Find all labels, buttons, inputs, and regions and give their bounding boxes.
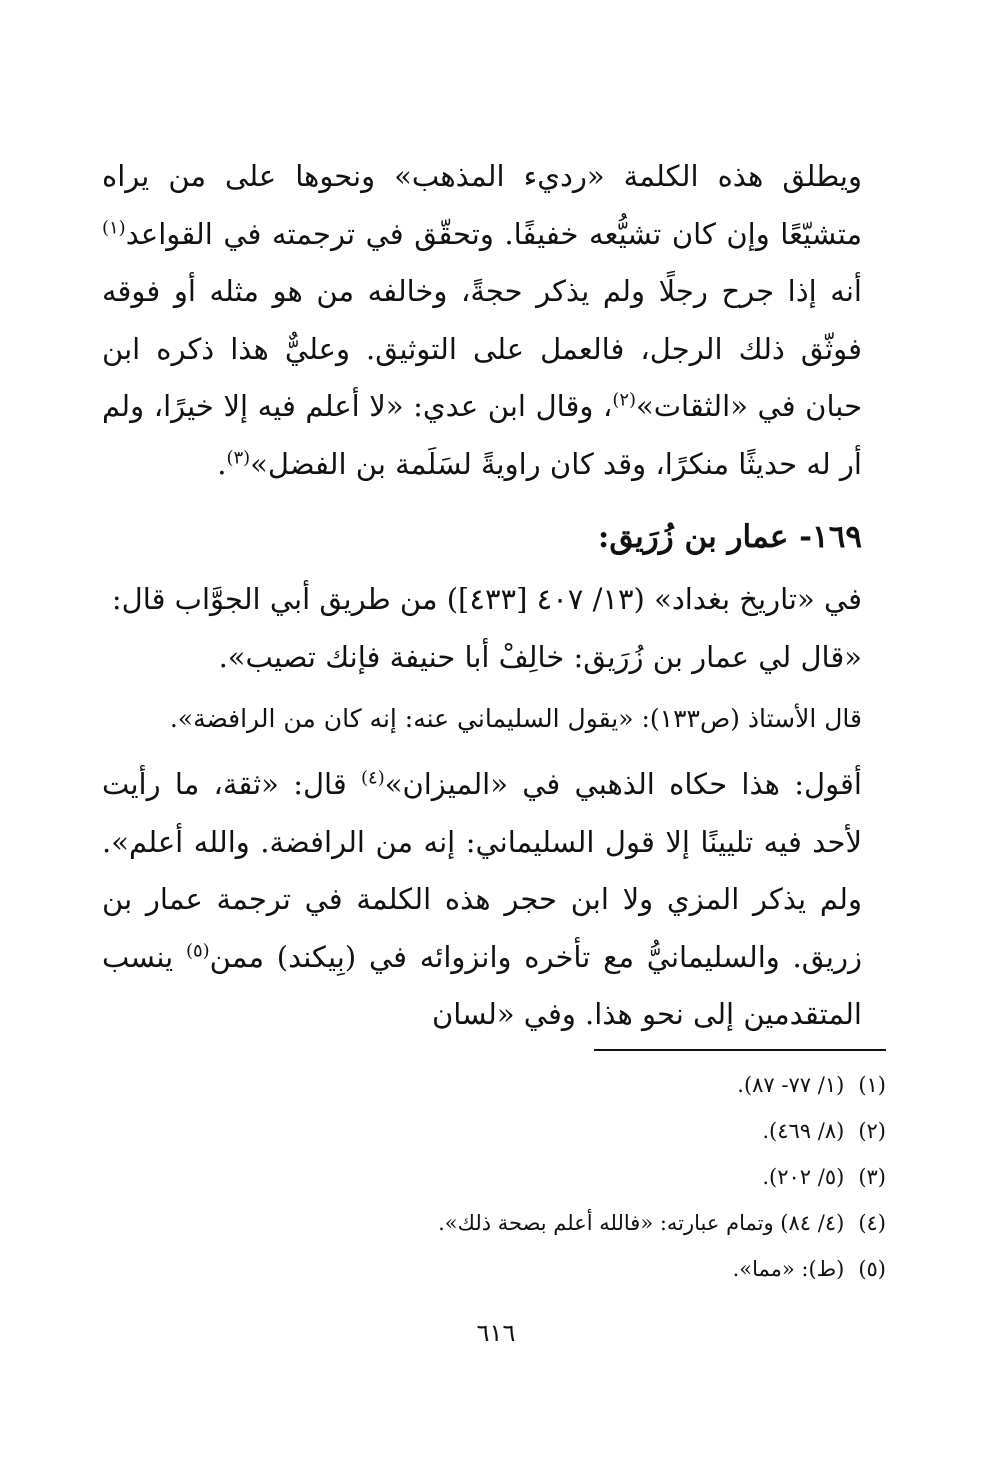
footnote-2-number: (٢) [858, 1119, 886, 1143]
paragraph-2-line-1: في «تاريخ بغداد» (١٣/ ٤٠٧ [٤٣٣]) من طريق أبي الجوَّاب قال: [111, 582, 862, 616]
paragraph-4 [102, 756, 862, 1044]
footnote-2-text: (٨/ ٤٦٩). [762, 1119, 845, 1143]
footnote-3-text: (٥/ ٢٠٢). [762, 1165, 845, 1189]
footnote-ref-2[interactable]: (٢) [612, 389, 636, 411]
footnote-1 [106, 1062, 886, 1108]
paragraph-1-text-b: أنه إذا جرح رجلًا ولم يذكر حجةً، وخالفه من هو مثله أو فوقه فوثّق ذلك الرجل، فالعمل على التوثيق. وعليٌّ هذا ذكره ابن حبان في «الثقات» [102, 274, 862, 423]
footnote-5-number: (٥) [858, 1257, 886, 1281]
main-text [102, 148, 862, 1044]
footnote-1-number: (١) [858, 1073, 886, 1097]
paragraph-1-text-d: . [217, 446, 227, 481]
paragraph-2-line-2: «قال لي عمار بن زُرَيق: خالِفْ أبا حنيفة فإنك تصيب». [218, 639, 862, 674]
paragraph-1 [102, 148, 862, 493]
footnotes [106, 1062, 886, 1292]
footnote-3 [106, 1154, 886, 1200]
quoted-claim: قال الأستاذ (ص١٣٣): «يقول السليماني عنه: إنه كان من الرافضة». [169, 704, 862, 733]
entry-heading: ١٦٩- عمار بن زُرَيق: [597, 519, 862, 555]
paragraph-4-text-a: أقول: هذا حكاه الذهبي في «الميزان» [384, 767, 862, 801]
paragraph-2 [102, 571, 862, 686]
footnote-ref-5[interactable]: (٥) [185, 939, 210, 961]
footnote-1-text: (١/ ٧٧- ٨٧). [737, 1073, 845, 1097]
footnote-2 [106, 1108, 886, 1154]
footnote-ref-3[interactable]: (٣) [226, 446, 251, 468]
footnote-ref-4[interactable]: (٤) [361, 767, 385, 789]
paragraph-1-text-a: ويطلق هذه الكلمة «رديء المذهب» ونحوها على من يراه متشيّعًا وإن كان تشيُّعه خفيفًا. وتحقّق في ترجمته في القواعد [102, 159, 862, 251]
page-number: ٦١٦ [476, 1319, 516, 1347]
paragraph-4-text-b: قال: «ثقة، ما رأيت لأحد فيه تليينًا إلا قول السليماني: إنه من الرافضة. والله أعلم». ولم يذكر المزي ولا ابن حجر هذه الكلمة في ترجمة عمار بن زريق. والسليمانيُّ مع تأخره وانزوائه في (بِيكند) ممن [102, 767, 863, 974]
footnote-4-number: (٤) [858, 1211, 886, 1235]
paragraph-4-text-c: ينسب المتقدمين إلى نحو هذا. وفي «لسان [102, 939, 862, 1031]
footnote-3-number: (٣) [858, 1165, 886, 1189]
footnote-5 [106, 1246, 886, 1292]
footnote-4-text: (٤/ ٨٤) وتمام عبارته: «فالله أعلم بصحة ذلك». [438, 1211, 845, 1235]
footnote-4 [106, 1200, 886, 1246]
footnote-ref-1[interactable]: (١) [102, 216, 126, 238]
footnote-divider [594, 1049, 886, 1051]
spacer [102, 744, 862, 756]
footnote-5-text: (ط): «مما». [732, 1257, 845, 1281]
paragraph-1-text-c: ، وقال ابن عدي: «لا أعلم فيه إلا خيرًا، ولم أر له حديثًا منكرًا، وقد كان راويةً لسَلَمة بن الفضل» [102, 389, 862, 481]
